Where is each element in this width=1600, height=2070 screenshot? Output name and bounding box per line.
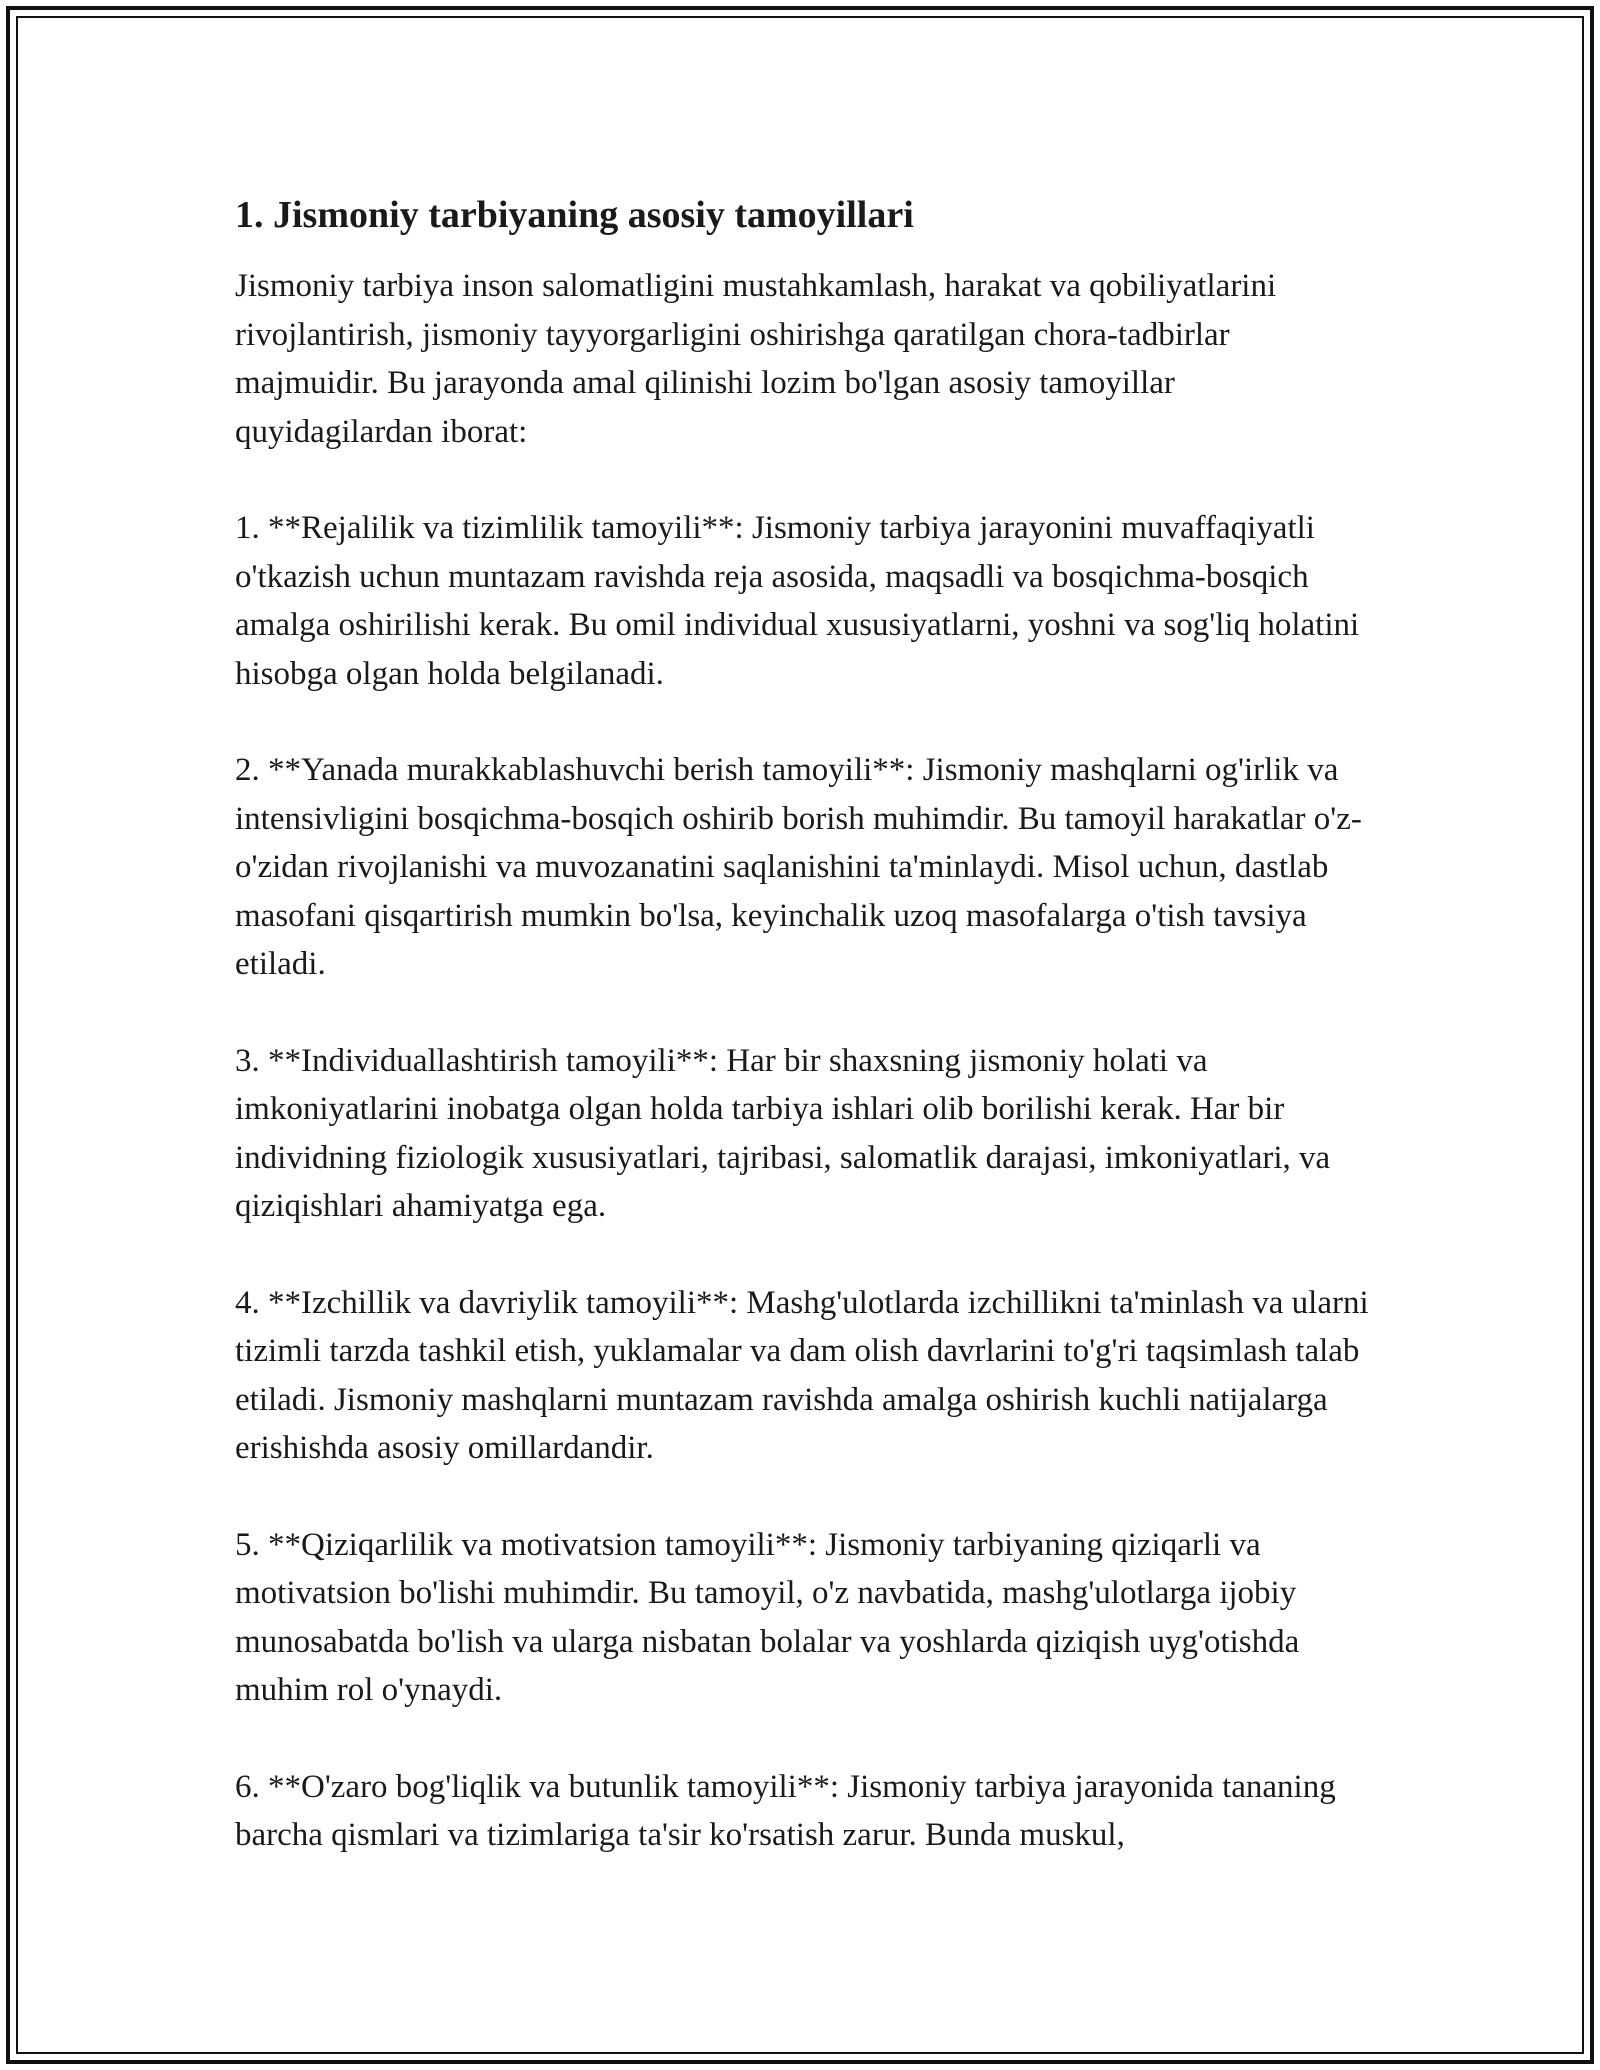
principle-4-paragraph: 4. **Izchillik va davriylik tamoyili**: Mashg'ulotlarda izchillikni ta'minlash va ularni tizimli tarzda tashkil etish, yuklamalar va dam olish davrlarini to'g'ri taqsimlash talab etiladi. Jismoniy mashqlarni muntazam ravishda amalga oshirish kuchli natijalarga erishishda asosiy omillardandir. [235,1284,1369,1466]
principle-5-paragraph: 5. **Qiziqarlilik va motivatsion tamoyili**: Jismoniy tarbiyaning qiziqarli va motivatsion bo'lishi muhimdir. Bu tamoyil, o'z navbatida, mashg'ulotlarga ijobiy munosabatda bo'lish va ularga nisbatan bolalar va yoshlarda qiziqish uyg'otishda muhim rol o'ynaydi. [235,1526,1300,1708]
document-title: 1. Jismoniy tarbiyaning asosiy tamoyillari [235,194,914,236]
principle-3-paragraph: 3. **Individuallashtirish tamoyili**: Har bir shaxsning jismoniy holati va imkoniyatlarini inobatga olgan holda tarbiya ishlari olib borilishi kerak. Har bir individning fiziologik xususiyatlari, tajribasi, salomatlik darajasi, imkoniyatlari, va qiziqishlari ahamiyatga ega. [235,1042,1331,1224]
intro-paragraph: Jismoniy tarbiya inson salomatligini mustahkamlash, harakat va qobiliyatlarini rivojlantirish, jismoniy tayyorgarligini oshirishga qaratilgan chora-tadbirlar majmuidir. Bu jarayonda amal qilinishi lozim bo'lgan asosiy tamoyillar quyidagilardan iborat: [235,268,1277,450]
principle-2-paragraph: 2. **Yanada murakkablashuvchi berish tamoyili**: Jismoniy mashqlarni og'irlik va intensivligini bosqichma-bosqich oshirib borish muhimdir. Bu tamoyil harakatlar o'z-o'zidan rivojlanishi va muvozanatini saqlanishini ta'minlaydi. Misol uchun, dastlab masofani qisqartirish mumkin bo'lsa, keyinchalik uzoq masofalarga o'tish tavsiya etiladi. [235,752,1362,982]
principle-6-paragraph: 6. **O'zaro bog'liqlik va butunlik tamoyili**: Jismoniy tarbiya jarayonida tananing barcha qismlari va tizimlariga ta'sir ko'rsatish zarur. Bunda muskul, [235,1768,1336,1853]
principle-1-paragraph: 1. **Rejalilik va tizimlilik tamoyili**: Jismoniy tarbiya jarayonini muvaffaqiyatli o'tkazish uchun muntazam ravishda reja asosida, maqsadli va bosqichma-bosqich amalga oshirilishi kerak. Bu omil individual xususiyatlarni, yoshni va sog'liq holatini hisobga olgan holda belgilanadi. [235,510,1360,692]
document-body [235,188,1370,1908]
